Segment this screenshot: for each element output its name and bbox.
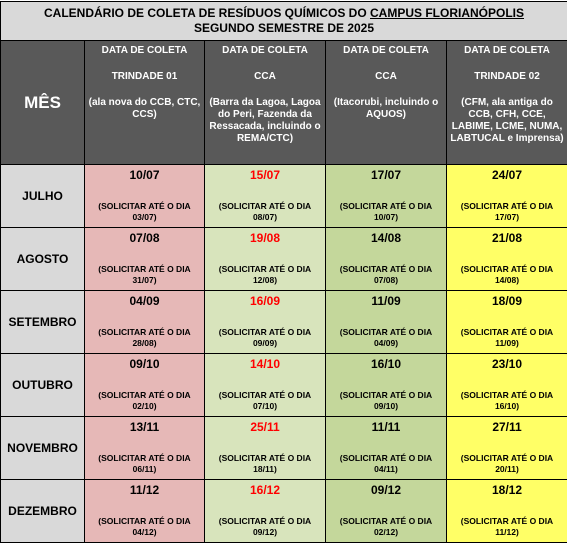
schedule-cell xyxy=(85,417,205,480)
request-deadline: (SOLICITAR ATÉ O DIA 14/08) xyxy=(460,264,554,285)
column-header-details: (Barra da Lagoa, Lagoa do Peri, Fazenda da Ressacada, incluindo o REMA/CTC) xyxy=(209,97,321,144)
collection-date: 07/08 xyxy=(129,231,160,245)
collection-date: 16/12 xyxy=(249,483,281,497)
column-header-label: DATA DE COLETA xyxy=(464,45,550,56)
schedule-cell xyxy=(326,354,447,417)
collection-date: 09/10 xyxy=(129,357,160,371)
collection-date: 23/10 xyxy=(491,357,523,371)
schedule-cell xyxy=(85,228,205,291)
collection-date: 16/10 xyxy=(370,357,402,371)
request-deadline: (SOLICITAR ATÉ O DIA 18/11) xyxy=(218,453,312,474)
request-deadline: (SOLICITAR ATÉ O DIA 09/09) xyxy=(218,327,312,348)
request-deadline: (SOLICITAR ATÉ O DIA 10/07) xyxy=(339,201,433,222)
request-deadline: (SOLICITAR ATÉ O DIA 09/10) xyxy=(339,390,433,411)
column-header-cca-barra xyxy=(205,41,326,165)
collection-date: 27/11 xyxy=(492,420,522,434)
column-header-label: DATA DE COLETA xyxy=(101,45,188,56)
month-label: NOVEMBRO xyxy=(1,417,85,480)
request-deadline: (SOLICITAR ATÉ O DIA 07/10) xyxy=(218,390,312,411)
schedule-cell xyxy=(326,228,447,291)
request-deadline: (SOLICITAR ATÉ O DIA 04/11) xyxy=(339,453,433,474)
title-campus: CAMPUS FLORIANÓPOLIS xyxy=(370,6,525,20)
collection-date: 09/12 xyxy=(370,483,402,497)
collection-date: 14/10 xyxy=(249,357,281,371)
header-row xyxy=(1,41,567,165)
request-deadline: (SOLICITAR ATÉ O DIA 03/07) xyxy=(98,201,191,222)
table-row xyxy=(1,354,567,417)
schedule-cell xyxy=(326,417,447,480)
collection-date: 25/11 xyxy=(250,420,280,434)
schedule-cell xyxy=(85,354,205,417)
month-label: OUTUBRO xyxy=(1,354,85,417)
collection-date: 14/08 xyxy=(370,231,402,245)
column-header-details: (ala nova do CCB, CTC, CCS) xyxy=(88,97,201,120)
schedule-cell xyxy=(447,417,567,480)
schedule-cell xyxy=(205,165,326,228)
table-row xyxy=(1,417,567,480)
schedule-cell xyxy=(326,480,447,543)
schedule-cell xyxy=(326,165,447,228)
request-deadline: (SOLICITAR ATÉ O DIA 08/07) xyxy=(218,201,312,222)
request-deadline: (SOLICITAR ATÉ O DIA 11/09) xyxy=(460,327,554,348)
month-label: SETEMBRO xyxy=(1,291,85,354)
request-deadline: (SOLICITAR ATÉ O DIA 06/11) xyxy=(98,453,191,474)
schedule-cell xyxy=(85,165,205,228)
column-header-site: TRINDADE 02 xyxy=(474,71,540,82)
request-deadline: (SOLICITAR ATÉ O DIA 02/10) xyxy=(98,390,191,411)
month-column-header: MÊS xyxy=(1,41,85,165)
column-header-site: CCA xyxy=(254,71,276,82)
month-label: DEZEMBRO xyxy=(1,480,85,543)
month-label: JULHO xyxy=(1,165,85,228)
title-prefix: CALENDÁRIO DE COLETA DE RESÍDUOS QUÍMICOS DO xyxy=(43,6,370,20)
request-deadline: (SOLICITAR ATÉ O DIA 28/08) xyxy=(98,327,191,348)
request-deadline: (SOLICITAR ATÉ O DIA 04/09) xyxy=(339,327,433,348)
schedule-cell xyxy=(205,228,326,291)
column-header-label: DATA DE COLETA xyxy=(222,45,308,56)
collection-date: 18/09 xyxy=(491,294,523,308)
schedule-cell xyxy=(85,291,205,354)
collection-date: 10/07 xyxy=(129,168,160,182)
title-semester: SEGUNDO SEMESTRE DE 2025 xyxy=(193,21,375,35)
collection-date: 11/12 xyxy=(129,483,160,497)
schedule-cell xyxy=(205,291,326,354)
collection-date: 11/11 xyxy=(371,420,401,434)
column-header-cca-itacorubi xyxy=(326,41,447,165)
collection-date: 13/11 xyxy=(129,420,160,434)
schedule-cell xyxy=(447,228,567,291)
request-deadline: (SOLICITAR ATÉ O DIA 07/08) xyxy=(339,264,433,285)
column-header-details: (CFM, ala antiga do CCB, CFH, CCE, LABIME, LCME, NUMA, LABTUCAL e Imprensa) xyxy=(450,97,564,144)
column-header-label: DATA DE COLETA xyxy=(343,45,429,56)
collection-date: 18/12 xyxy=(491,483,523,497)
table-row xyxy=(1,228,567,291)
collection-date: 11/09 xyxy=(371,294,401,308)
month-label: AGOSTO xyxy=(1,228,85,291)
collection-date: 04/09 xyxy=(129,294,160,308)
schedule-cell xyxy=(326,291,447,354)
collection-date: 15/07 xyxy=(249,168,281,182)
collection-date: 19/08 xyxy=(249,231,281,245)
schedule-cell xyxy=(85,480,205,543)
column-header-site: TRINDADE 01 xyxy=(111,71,178,82)
column-header-details: (Itacorubi, incluindo o AQUOS) xyxy=(333,97,439,120)
schedule-cell xyxy=(205,354,326,417)
collection-date: 24/07 xyxy=(491,168,523,182)
table-row xyxy=(1,480,567,543)
collection-calendar-table xyxy=(0,1,567,543)
column-header-site: CCA xyxy=(375,71,397,82)
schedule-cell xyxy=(205,417,326,480)
schedule-cell xyxy=(447,354,567,417)
request-deadline: (SOLICITAR ATÉ O DIA 04/12) xyxy=(98,516,191,537)
title-row xyxy=(1,2,567,41)
schedule-cell xyxy=(447,291,567,354)
request-deadline: (SOLICITAR ATÉ O DIA 11/12) xyxy=(460,516,554,537)
table-row xyxy=(1,165,567,228)
collection-date: 16/09 xyxy=(249,294,281,308)
request-deadline: (SOLICITAR ATÉ O DIA 31/07) xyxy=(98,264,191,285)
collection-date: 17/07 xyxy=(370,168,402,182)
request-deadline: (SOLICITAR ATÉ O DIA 16/10) xyxy=(460,390,554,411)
request-deadline: (SOLICITAR ATÉ O DIA 17/07) xyxy=(460,201,554,222)
schedule-cell xyxy=(205,480,326,543)
schedule-cell xyxy=(447,165,567,228)
request-deadline: (SOLICITAR ATÉ O DIA 20/11) xyxy=(460,453,554,474)
column-header-trindade-01 xyxy=(85,41,205,165)
column-header-trindade-02 xyxy=(447,41,567,165)
request-deadline: (SOLICITAR ATÉ O DIA 02/12) xyxy=(339,516,433,537)
collection-date: 21/08 xyxy=(491,231,523,245)
request-deadline: (SOLICITAR ATÉ O DIA 12/08) xyxy=(218,264,312,285)
request-deadline: (SOLICITAR ATÉ O DIA 09/12) xyxy=(218,516,312,537)
title-line-1 xyxy=(1,6,567,21)
calendar-title xyxy=(1,2,567,41)
table-row xyxy=(1,291,567,354)
schedule-cell xyxy=(447,480,567,543)
